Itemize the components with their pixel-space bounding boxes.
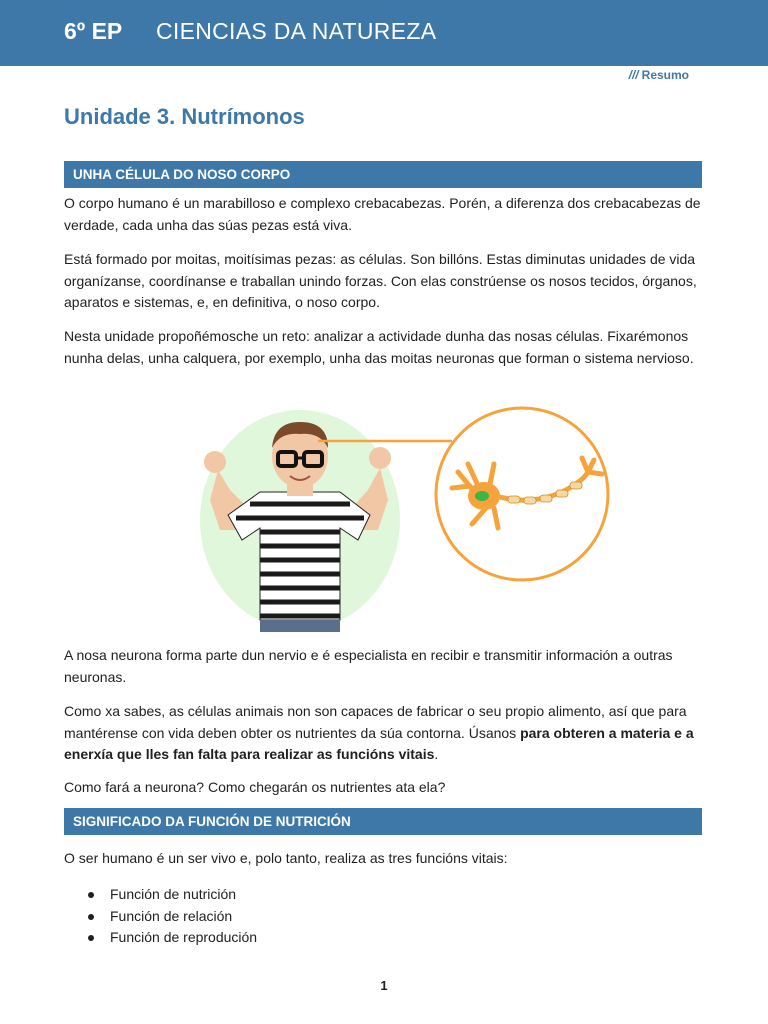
header-bar bbox=[0, 0, 768, 66]
neuron-diagram bbox=[436, 408, 608, 580]
paragraph-challenge: Nesta unidade propoñémosche un reto: analizar a actividade dunha das nosas células. Fixarémonos nunha delas, unha calquera, por exemplo, unha das moitas neuronas que forman o sistema nervioso. bbox=[64, 328, 694, 366]
list-item: Función de nutrición bbox=[86, 884, 257, 906]
paragraph-vital-functions: O ser humano é un ser vivo e, polo tanto, realiza as tres funcións vitais: bbox=[64, 850, 508, 866]
resumo-tag bbox=[629, 68, 689, 82]
vital-functions-list bbox=[86, 884, 257, 949]
grade-label: 6º EP bbox=[64, 18, 123, 44]
paragraph-intro: O corpo humano é un marabilloso e complexo crebacabezas. Porén, a diferenza dos crebacabezas de verdade, cada unha das súas pezas está viva. bbox=[64, 195, 701, 233]
nutrition-text-start: Como xa sabes, as células animais non son capaces de fabricar o seu propio alimento, así que para mantérense con vida deben obter os nutrientes da súa contorna. Úsanos bbox=[64, 703, 687, 741]
boy-figure bbox=[200, 410, 400, 632]
paragraph-cells: Está formado por moitas, moitísimas pezas: as células. Son billóns. Estas diminutas unidades de vida organízanse, coordínanse e traballan unindo forzas. Con elas constrúense os nosos tecidos, órganos, aparatos e sistemas, e, en definitiva, o noso corpo. bbox=[64, 251, 697, 310]
page-number: 1 bbox=[380, 978, 388, 993]
nutrition-text-end: . bbox=[434, 746, 439, 762]
resumo-label: Resumo bbox=[641, 68, 689, 82]
subject-title: CIENCIAS DA NATUREZA bbox=[156, 18, 437, 44]
list-item: Función de reprodución bbox=[86, 927, 257, 949]
paragraph-questions: Como fará a neurona? Como chegarán os nutrientes ata ela? bbox=[64, 779, 446, 795]
nutrition-text-bold: para obteren a materia e a enerxía que lles fan falta para realizar as funcións vitais bbox=[64, 724, 694, 762]
unit-title: Unidade 3. Nutrímonos bbox=[64, 104, 305, 129]
paragraph-neuron: A nosa neurona forma parte dun nervio e é especialista en recibir e transmitir información a outras neuronas. bbox=[64, 647, 673, 685]
slashes-decoration: /// bbox=[628, 68, 639, 82]
list-item: Función de relación bbox=[86, 906, 257, 928]
section-header-cell: UNHA CÉLULA DO NOSO CORPO bbox=[64, 161, 702, 188]
boy-neuron-illustration bbox=[190, 400, 610, 632]
section-header-cell: SIGNIFICADO DA FUNCIÓN DE NUTRICIÓN bbox=[64, 808, 702, 835]
paragraph-nutrition bbox=[64, 701, 704, 766]
